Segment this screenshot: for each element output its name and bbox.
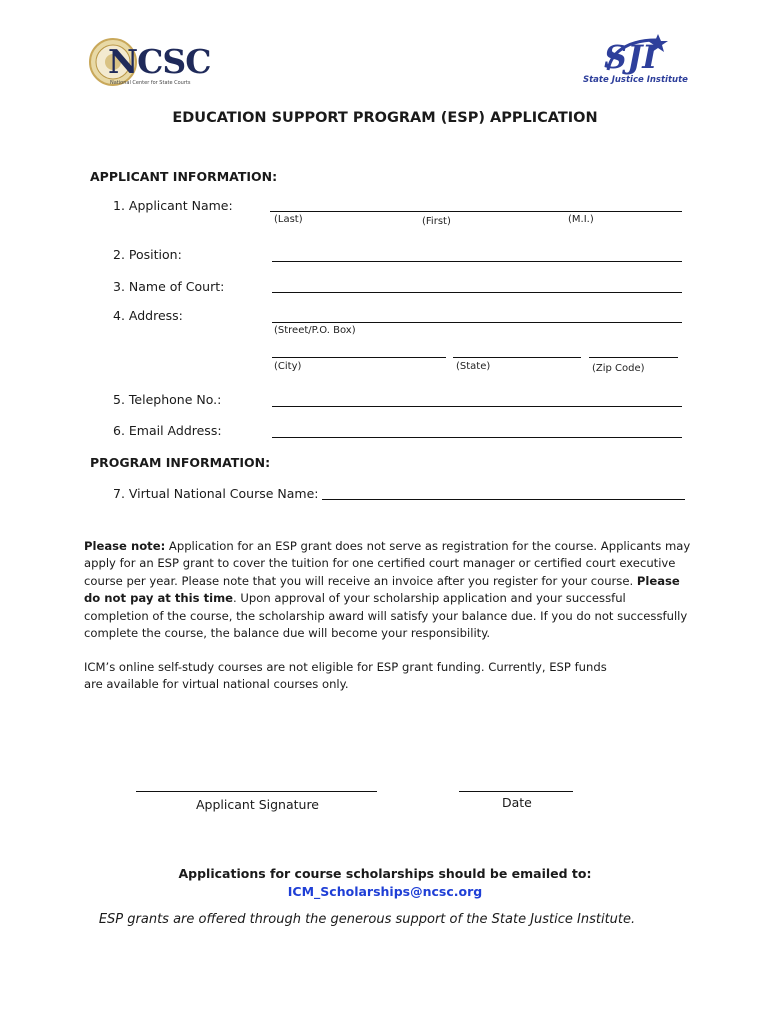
signature-label: Applicant Signature (196, 797, 319, 812)
course-name-label: 7. Virtual National Course Name: (113, 486, 319, 501)
address-label: 4. Address: (113, 308, 183, 323)
ncsc-logo (88, 36, 211, 92)
please-note-lead: Please note: (84, 539, 166, 553)
middle-initial-caption: (M.I.) (568, 214, 594, 225)
ncsc-subtext: National Center for State Courts (110, 80, 191, 86)
sji-wordmark: SJI (604, 38, 658, 76)
applicant-name-field[interactable] (270, 211, 682, 212)
email-field[interactable] (272, 437, 682, 438)
state-caption: (State) (456, 361, 491, 372)
ncsc-wordmark: NCSC (108, 42, 211, 81)
icm-note-paragraph: ICM’s online self-study courses are not eligible for ESP grant funding. Currently, ESP funds are available for virtual national courses only. (84, 660, 607, 692)
street-caption: (Street/P.O. Box) (274, 325, 356, 336)
position-label: 2. Position: (113, 247, 182, 262)
zip-caption: (Zip Code) (592, 363, 645, 374)
sji-logo (572, 34, 688, 90)
applicant-section-heading: APPLICANT INFORMATION: (90, 169, 278, 184)
zip-field[interactable] (589, 357, 678, 358)
state-field[interactable] (453, 357, 581, 358)
do-not-pay-notice: Please do not pay at this time (84, 573, 680, 606)
emailed-instructions: Applications for course scholarships should be emailed to: (178, 866, 592, 881)
date-field[interactable] (459, 791, 573, 792)
page-title: EDUCATION SUPPORT PROGRAM (ESP) APPLICATION (172, 110, 598, 126)
signature-field[interactable] (136, 791, 377, 792)
program-section-heading: PROGRAM INFORMATION: (90, 455, 271, 470)
court-name-label: 3. Name of Court: (113, 279, 225, 294)
note-text-2: . Upon approval of your scholarship application and your successful completion of the course, the scholarship award will satisfy your balance due. If you do not successfully complete the course, the balance due will become your responsibility. (84, 591, 688, 641)
telephone-field[interactable] (272, 406, 682, 407)
please-note-paragraph (84, 538, 694, 642)
position-field[interactable] (272, 261, 682, 262)
court-name-field[interactable] (272, 292, 682, 293)
sji-subtext: State Justice Institute (583, 75, 688, 85)
city-caption: (City) (274, 361, 302, 372)
email-label: 6. Email Address: (113, 423, 222, 438)
date-label: Date (502, 795, 532, 810)
note-text-1: Application for an ESP grant does not serve as registration for the course. Applicants may apply for an ESP grant to cover the tuition for one certified court manager or certified court executive course per year. Please note that you will receive an invoice after you register for your course. (84, 539, 691, 588)
first-name-caption: (First) (422, 216, 451, 227)
scholarship-email-link[interactable]: ICM_Scholarships@ncsc.org (287, 884, 483, 899)
applicant-name-label: 1. Applicant Name: (113, 198, 233, 213)
sji-support-note: ESP grants are offered through the generous support of the State Justice Institute. (98, 912, 636, 927)
street-field[interactable] (272, 322, 682, 323)
course-name-field[interactable] (322, 499, 685, 500)
telephone-label: 5. Telephone No.: (113, 392, 222, 407)
city-field[interactable] (272, 357, 446, 358)
last-name-caption: (Last) (274, 214, 303, 225)
